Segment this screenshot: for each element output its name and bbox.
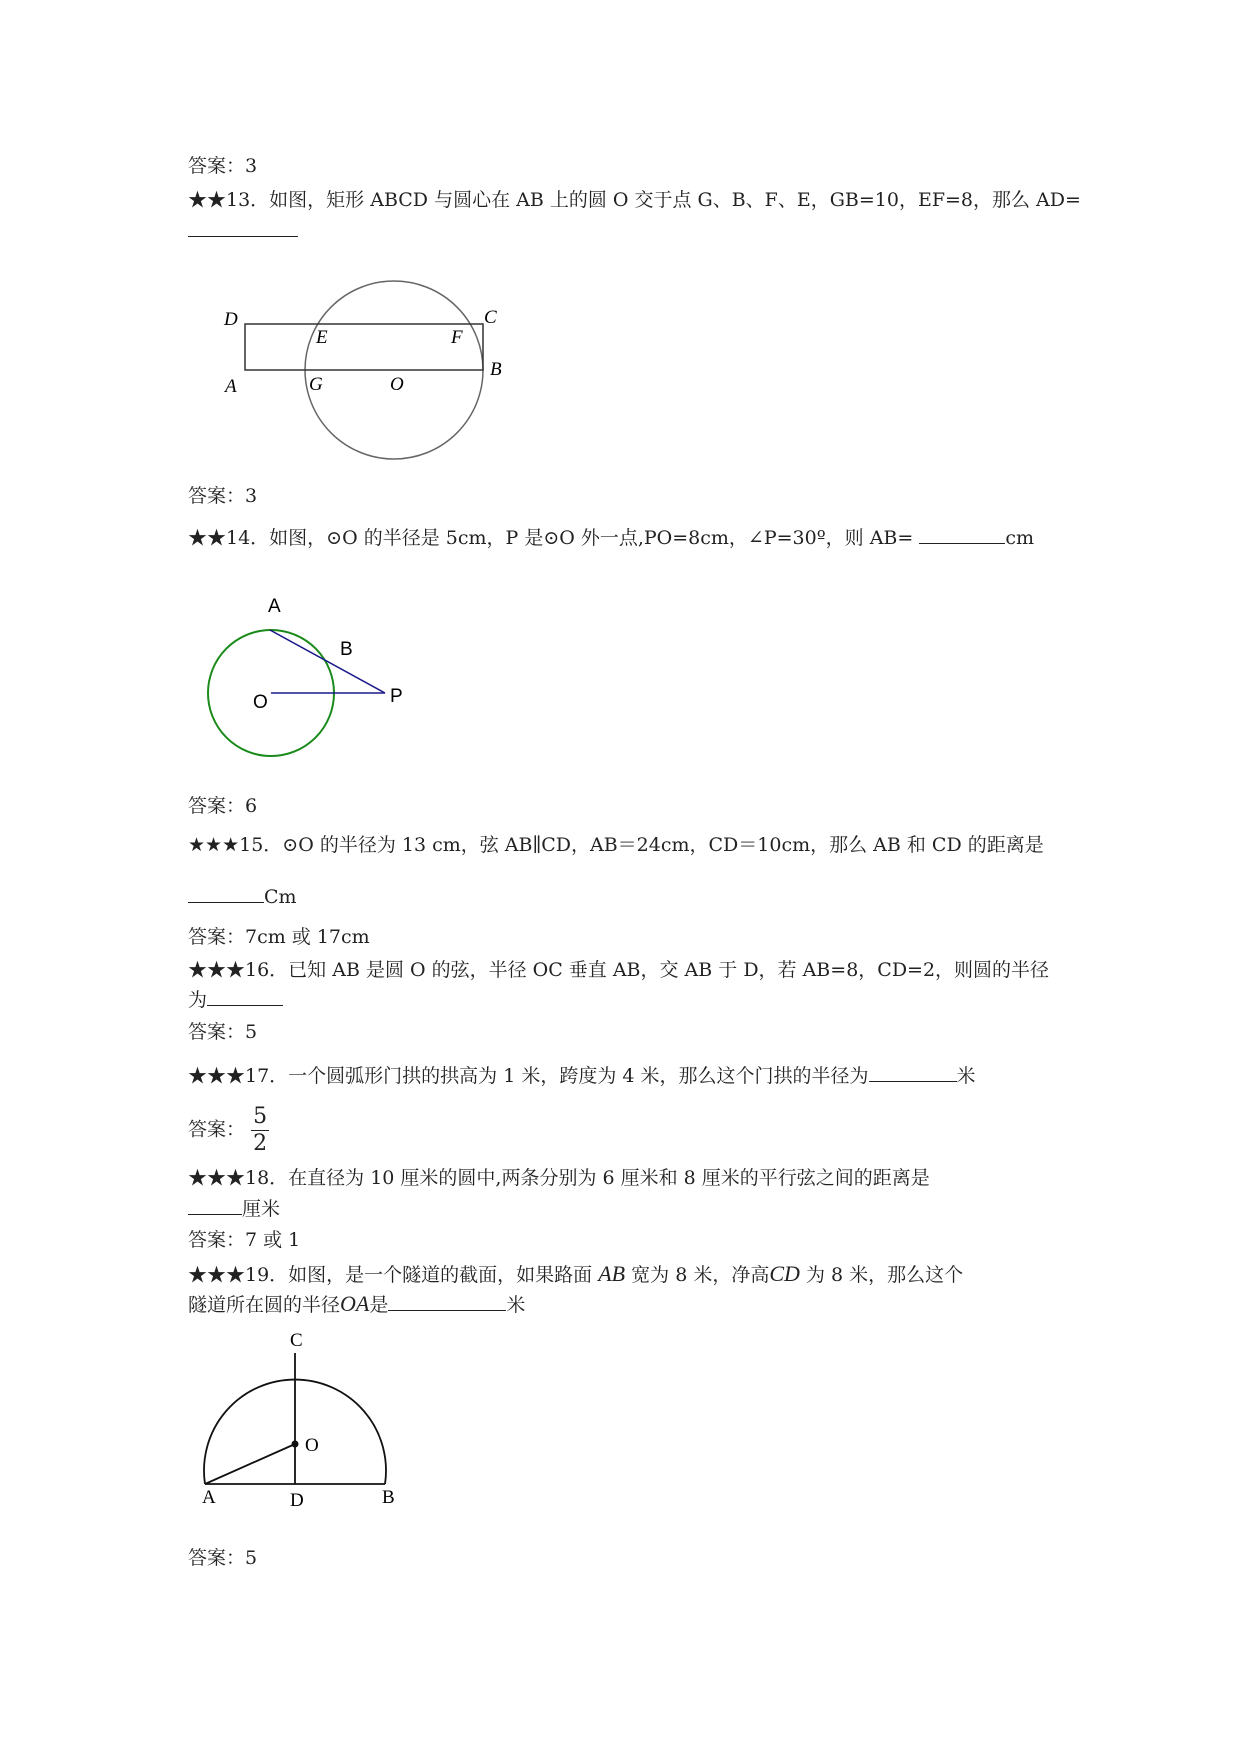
question-19-line2: 隧道所在圆的半径OA是 米 (188, 1291, 526, 1316)
fig13-label-A: A (225, 376, 237, 397)
fig13-label-B: B (490, 359, 502, 380)
answer-17: 答案： $\frac{5}{2}$ (188, 1104, 268, 1156)
fig13-label-O: O (390, 374, 404, 395)
fig19-label-D: D (290, 1490, 304, 1511)
question-19: ★★★19．如图，是一个隧道的截面，如果路面 AB 宽为 8 米，净高CD 为 8 米，那么这个 (188, 1261, 964, 1286)
fig14-label-P: P (390, 686, 403, 707)
fig13-label-E: E (316, 327, 328, 348)
answer-15: 答案：7cm 或 17cm (188, 926, 370, 948)
answer-14: 答案：6 (188, 795, 258, 817)
answer-18: 答案：7 或 1 (188, 1229, 301, 1251)
fig14-label-A: A (268, 596, 281, 617)
question-14: ★★14．如图，⊙O 的半径是 5cm，P 是⊙O 外一点,PO=8cm，∠P=30º，则 AB= cm (188, 527, 1035, 549)
question-16-blank: 为 (188, 987, 283, 1012)
answer-17-fraction: $\frac{5}{2}$ (253, 1104, 268, 1156)
fig13-label-D: D (224, 309, 238, 330)
fig13-label-F: F (451, 327, 463, 348)
question-18-blank: 厘米 (188, 1196, 280, 1221)
answer-12: 答案：3 (188, 155, 258, 177)
answer-16: 答案：5 (188, 1021, 258, 1043)
fig13-label-G: G (309, 374, 323, 395)
question-16: ★★★16．已知 AB 是圆 O 的弦，半径 OC 垂直 AB，交 AB 于 D，若 AB=8，CD=2，则圆的半径 (188, 959, 1050, 981)
question-13: ★★13．如图，矩形 ABCD 与圆心在 AB 上的圆 O 交于点 G、B、F、E，GB=10，EF=8，那么 AD= (188, 189, 1081, 211)
question-17: ★★★17．一个圆弧形门拱的拱高为 1 米，跨度为 4 米，那么这个门拱的半径为 米 (188, 1065, 976, 1087)
fig19-label-C: C (290, 1330, 303, 1351)
fig19-label-B: B (382, 1487, 395, 1508)
fig14-label-B: B (340, 639, 353, 660)
fig14-label-O: O (253, 692, 268, 713)
question-15-blank: Cm (188, 884, 297, 909)
answer-19: 答案：5 (188, 1547, 258, 1569)
fig19-label-A: A (202, 1487, 216, 1508)
fig13-label-C: C (484, 307, 497, 328)
answer-13: 答案：3 (188, 485, 258, 507)
question-18: ★★★18．在直径为 10 厘米的圆中,两条分别为 6 厘米和 8 厘米的平行弦之间的距离是 (188, 1167, 930, 1189)
question-15: ★★★15．⊙O 的半径为 13 cm，弦 AB∥CD，AB＝24cm，CD＝10cm，那么 AB 和 CD 的距离是 (188, 834, 1044, 856)
fig19-label-O: O (305, 1435, 319, 1456)
